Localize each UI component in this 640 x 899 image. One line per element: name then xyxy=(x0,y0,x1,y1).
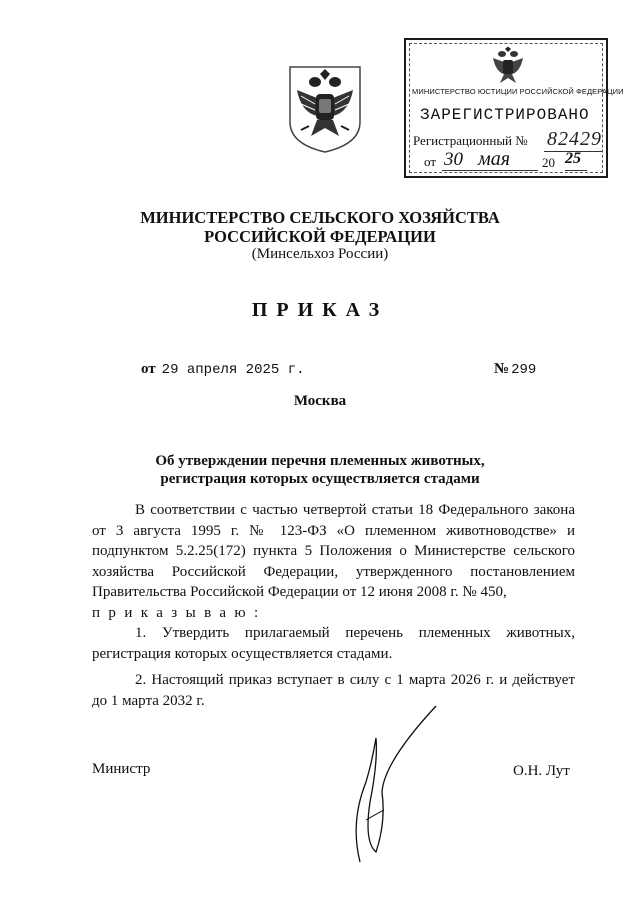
order-subject xyxy=(0,452,640,488)
stamp-reg-number: 82429 xyxy=(547,128,602,150)
order-item-2: 2. Настоящий приказ вступает в силу с 1 марта 2026 г. и действует до 1 марта 2032 г. xyxy=(92,672,575,709)
order-date-prefix: от xyxy=(141,361,156,377)
order-item-1: 1. Утвердить прилагаемый перечень племенных животных, регистрация которых осуществляется стадами. xyxy=(92,625,575,662)
order-subject-line1: Об утверждении перечня племенных животных, xyxy=(155,453,485,469)
ministry-short-name: (Минсельхоз России) xyxy=(251,246,389,262)
order-subject-line2: регистрация которых осуществляется стадами xyxy=(160,471,480,487)
order-date-value: 29 апреля 2025 г. xyxy=(161,362,305,378)
signer-role: Министр xyxy=(92,761,151,777)
handwritten-signature xyxy=(336,702,446,872)
order-word: приказываю: xyxy=(92,604,267,621)
stamp-year-suffix: 25 xyxy=(565,150,581,167)
order-number xyxy=(494,361,536,378)
signer-name: О.Н. Лут xyxy=(513,763,570,779)
stamp-date-month: мая xyxy=(478,148,511,170)
stamp-organization: МИНИСТЕРСТВО ЮСТИЦИИ РОССИЙСКОЙ ФЕДЕРАЦИИ xyxy=(412,87,624,96)
stamp-emblem-icon xyxy=(490,46,526,86)
stamp-date-underline xyxy=(442,170,538,171)
stamp-status: ЗАРЕГИСТРИРОВАНО xyxy=(420,106,590,124)
order-date xyxy=(141,361,305,378)
ministry-name-line2: РОССИЙСКОЙ ФЕДЕРАЦИИ xyxy=(204,227,436,246)
order-body xyxy=(92,500,575,711)
ministry-name-line1: МИНИСТЕРСТВО СЕЛЬСКОГО ХОЗЯЙСТВА xyxy=(140,208,500,227)
order-number-value: 299 xyxy=(511,362,537,378)
registration-stamp xyxy=(404,38,624,178)
city: Москва xyxy=(293,393,347,409)
stamp-reg-label: Регистрационный № xyxy=(413,133,528,148)
stamp-date-day: 30 xyxy=(444,149,463,170)
preamble-paragraph: В соответствии с частью четвертой статьи 18 Федерального закона от 3 августа 1995 г. № 123-ФЗ «О племенном животноводстве» и подпунктом 5.2.25(172) пункта 5 Положения о Министерстве сельского хозяйства Российской Федерации, утвержденного постановлением Правительства Российской Федерации от 12 июня 2008 г. № 450, xyxy=(92,502,575,600)
stamp-year-underline xyxy=(565,170,587,171)
stamp-year-prefix: 20 xyxy=(542,155,555,170)
state-emblem-icon xyxy=(287,64,363,154)
ministry-name xyxy=(0,208,640,246)
order-number-prefix: № xyxy=(494,361,510,377)
stamp-date-prefix: от xyxy=(424,154,437,169)
document-type: ПРИКАЗ xyxy=(251,299,389,321)
